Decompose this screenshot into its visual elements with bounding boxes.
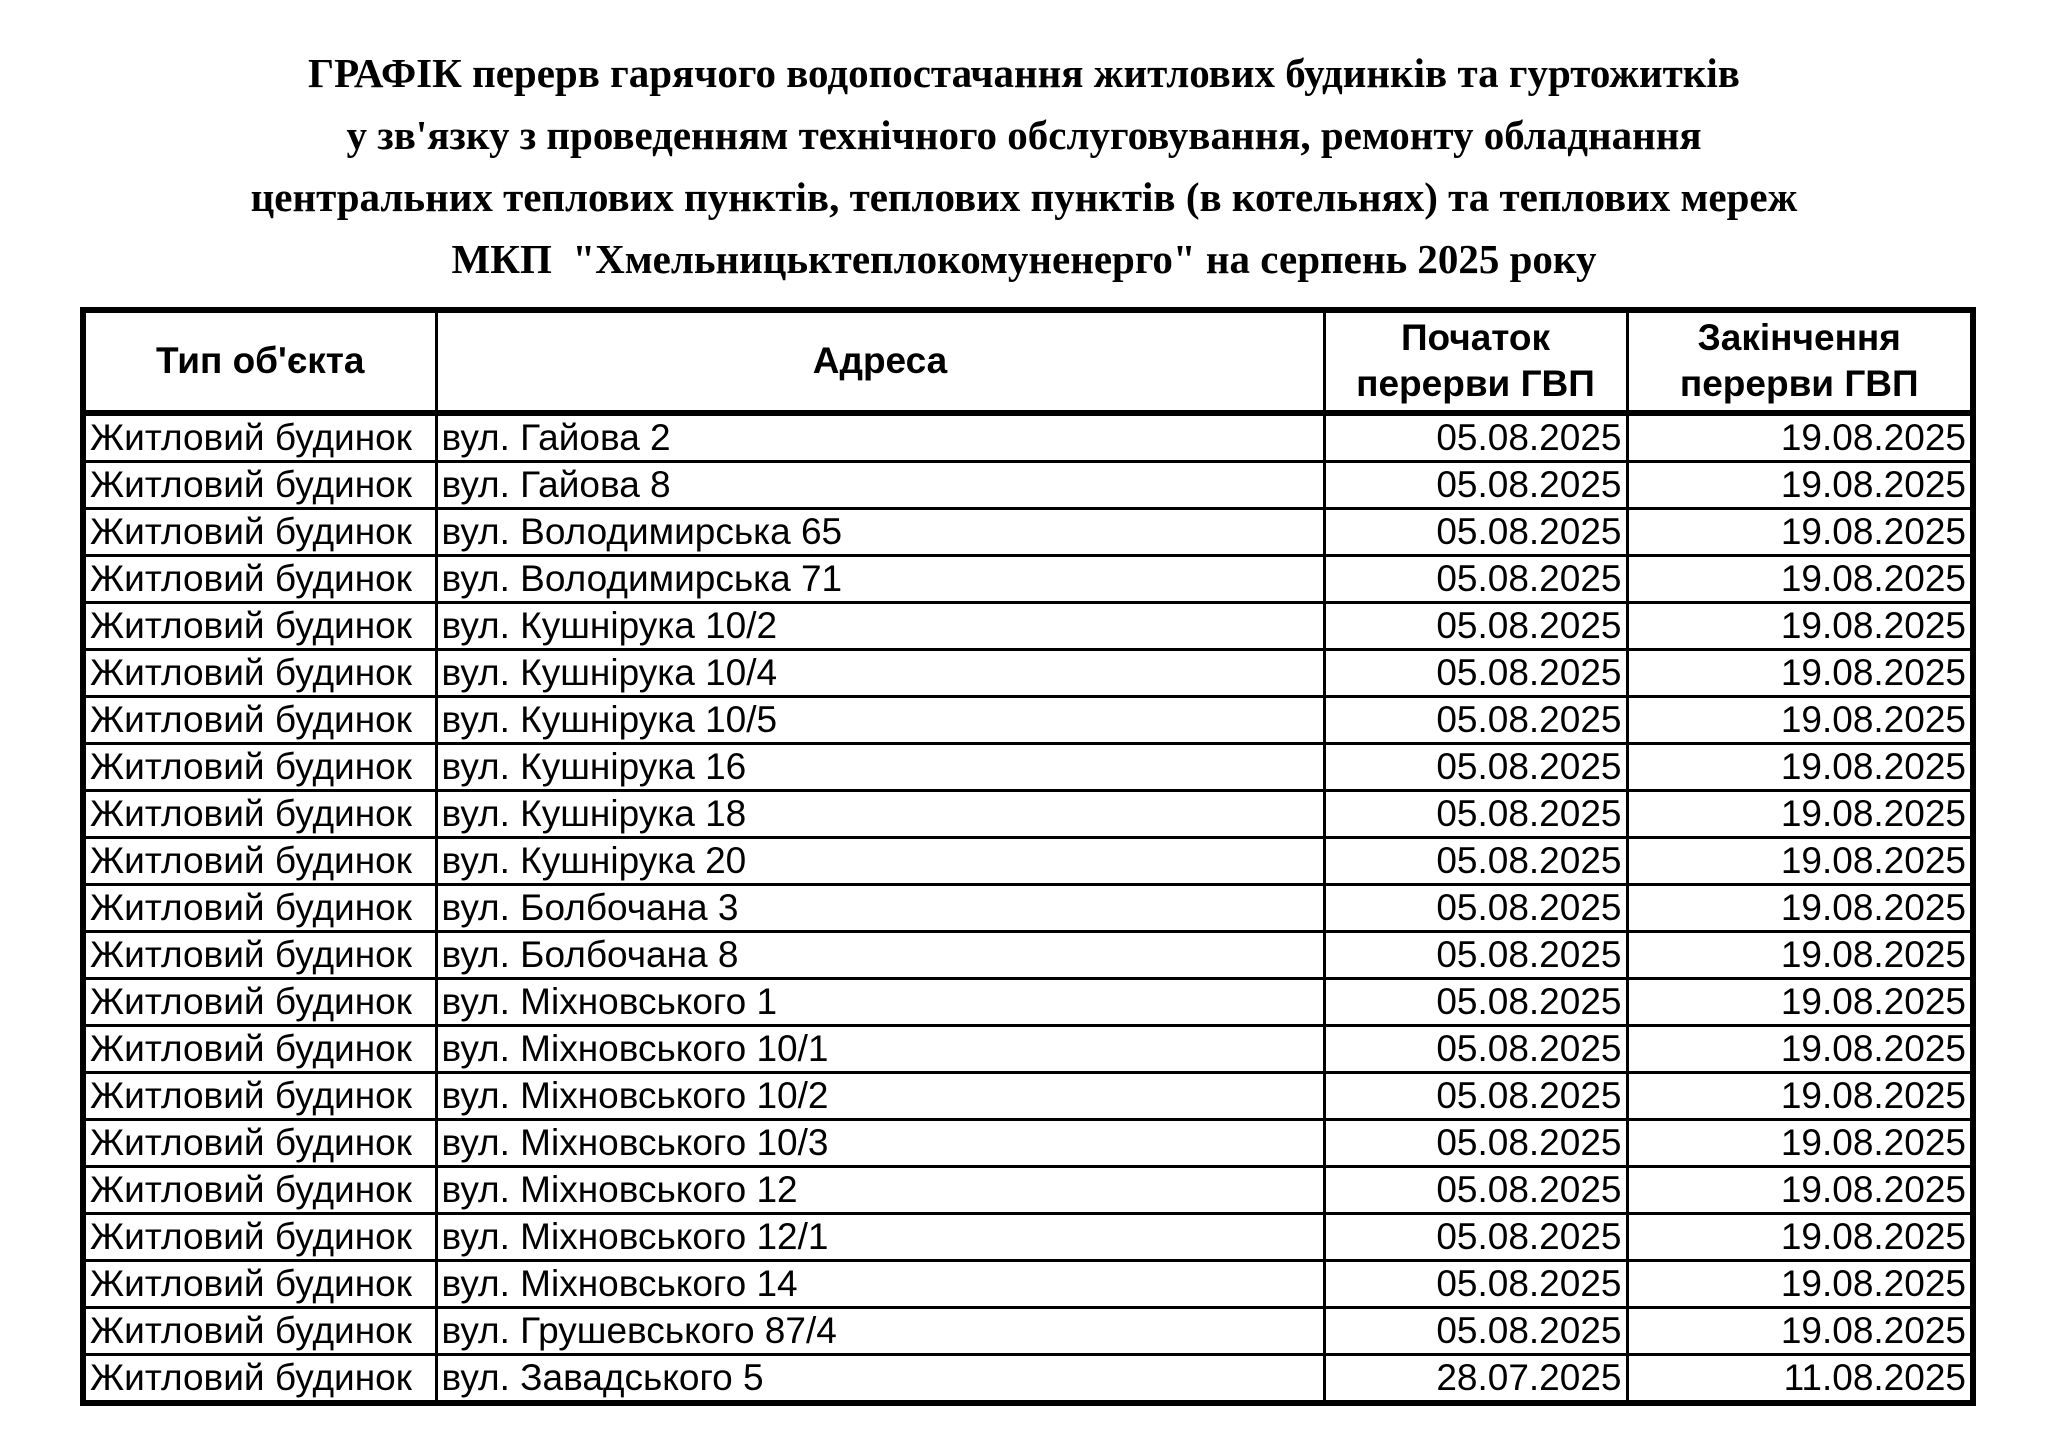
start-date-cell: 05.08.2025	[1324, 555, 1627, 602]
object-type-cell: Житловий будинок	[83, 1025, 436, 1072]
table-row	[83, 461, 1973, 508]
table-row	[83, 978, 1973, 1025]
column-header-interruption-start: Початок перерви ГВП	[1324, 310, 1627, 413]
end-date-cell: 19.08.2025	[1627, 602, 1973, 649]
end-date-cell: 19.08.2025	[1627, 1166, 1973, 1213]
start-date-cell: 05.08.2025	[1324, 1213, 1627, 1260]
end-date-cell: 19.08.2025	[1627, 555, 1973, 602]
table-row	[83, 837, 1973, 884]
start-date-cell: 05.08.2025	[1324, 1072, 1627, 1119]
table-row	[83, 1213, 1973, 1260]
end-date-cell: 19.08.2025	[1627, 461, 1973, 508]
document-title	[0, 42, 2048, 290]
start-date-cell: 05.08.2025	[1324, 696, 1627, 743]
start-date-cell: 05.08.2025	[1324, 602, 1627, 649]
start-date-cell: 05.08.2025	[1324, 837, 1627, 884]
table-body	[83, 413, 1973, 1403]
table-row	[83, 602, 1973, 649]
address-cell: вул. Гайова 8	[436, 461, 1324, 508]
end-date-cell: 19.08.2025	[1627, 884, 1973, 931]
start-date-cell: 05.08.2025	[1324, 790, 1627, 837]
start-date-cell: 05.08.2025	[1324, 649, 1627, 696]
address-cell: вул. Володимирська 71	[436, 555, 1324, 602]
address-cell: вул. Болбочана 8	[436, 931, 1324, 978]
title-line-4: МКП "Хмельницьктеплокомуненерго" на серпень 2025 року	[451, 236, 1597, 282]
start-date-cell: 05.08.2025	[1324, 1119, 1627, 1166]
object-type-cell: Житловий будинок	[83, 413, 436, 462]
end-date-cell: 19.08.2025	[1627, 508, 1973, 555]
address-cell: вул. Грушевського 87/4	[436, 1307, 1324, 1354]
title-line-3: центральних теплових пунктів, теплових пунктів (в котельнях) та теплових мереж	[250, 174, 1798, 220]
end-date-cell: 19.08.2025	[1627, 1025, 1973, 1072]
end-date-cell: 11.08.2025	[1627, 1354, 1973, 1403]
end-date-cell: 19.08.2025	[1627, 1213, 1973, 1260]
table-row	[83, 931, 1973, 978]
table-row	[83, 884, 1973, 931]
address-cell: вул. Кушнірука 16	[436, 743, 1324, 790]
start-date-cell: 05.08.2025	[1324, 1166, 1627, 1213]
table-row	[83, 696, 1973, 743]
object-type-cell: Житловий будинок	[83, 931, 436, 978]
object-type-cell: Житловий будинок	[83, 978, 436, 1025]
object-type-cell: Житловий будинок	[83, 461, 436, 508]
column-header-address: Адреса	[436, 310, 1324, 413]
end-date-cell: 19.08.2025	[1627, 1260, 1973, 1307]
address-cell: вул. Міхновського 14	[436, 1260, 1324, 1307]
title-line-1: ГРАФІК перерв гарячого водопостачання житлових будинків та гуртожитків	[308, 50, 1740, 96]
address-cell: вул. Міхновського 10/3	[436, 1119, 1324, 1166]
start-date-cell: 05.08.2025	[1324, 884, 1627, 931]
end-date-cell: 19.08.2025	[1627, 649, 1973, 696]
table-row	[83, 1354, 1973, 1403]
object-type-cell: Житловий будинок	[83, 1072, 436, 1119]
table-header-row	[83, 310, 1973, 413]
address-cell: вул. Болбочана 3	[436, 884, 1324, 931]
end-date-cell: 19.08.2025	[1627, 837, 1973, 884]
object-type-cell: Житловий будинок	[83, 743, 436, 790]
start-date-cell: 05.08.2025	[1324, 1307, 1627, 1354]
end-date-cell: 19.08.2025	[1627, 978, 1973, 1025]
address-cell: вул. Кушнірука 10/5	[436, 696, 1324, 743]
table-header	[83, 310, 1973, 413]
end-date-cell: 19.08.2025	[1627, 1119, 1973, 1166]
table-row	[83, 790, 1973, 837]
object-type-cell: Житловий будинок	[83, 602, 436, 649]
end-date-cell: 19.08.2025	[1627, 1307, 1973, 1354]
address-cell: вул. Завадського 5	[436, 1354, 1324, 1403]
object-type-cell: Житловий будинок	[83, 790, 436, 837]
object-type-cell: Житловий будинок	[83, 1213, 436, 1260]
start-date-cell: 05.08.2025	[1324, 413, 1627, 462]
address-cell: вул. Міхновського 12	[436, 1166, 1324, 1213]
table-row	[83, 649, 1973, 696]
table-row	[83, 1072, 1973, 1119]
table-row	[83, 413, 1973, 462]
table-row	[83, 1025, 1973, 1072]
address-cell: вул. Міхновського 10/2	[436, 1072, 1324, 1119]
end-date-cell: 19.08.2025	[1627, 413, 1973, 462]
start-date-cell: 05.08.2025	[1324, 978, 1627, 1025]
object-type-cell: Житловий будинок	[83, 837, 436, 884]
object-type-cell: Житловий будинок	[83, 884, 436, 931]
table-row	[83, 1307, 1973, 1354]
table-row	[83, 1119, 1973, 1166]
end-date-cell: 19.08.2025	[1627, 743, 1973, 790]
start-date-cell: 05.08.2025	[1324, 1025, 1627, 1072]
address-cell: вул. Кушнірука 10/4	[436, 649, 1324, 696]
end-date-cell: 19.08.2025	[1627, 790, 1973, 837]
object-type-cell: Житловий будинок	[83, 696, 436, 743]
table-row	[83, 1260, 1973, 1307]
object-type-cell: Житловий будинок	[83, 1354, 436, 1403]
object-type-cell: Житловий будинок	[83, 1119, 436, 1166]
start-date-cell: 05.08.2025	[1324, 461, 1627, 508]
object-type-cell: Житловий будинок	[83, 508, 436, 555]
address-cell: вул. Володимирська 65	[436, 508, 1324, 555]
object-type-cell: Житловий будинок	[83, 555, 436, 602]
object-type-cell: Житловий будинок	[83, 1260, 436, 1307]
title-line-2: у зв'язку з проведенням технічного обслуговування, ремонту обладнання	[346, 112, 1702, 158]
object-type-cell: Житловий будинок	[83, 649, 436, 696]
start-date-cell: 05.08.2025	[1324, 1260, 1627, 1307]
table-row	[83, 555, 1973, 602]
address-cell: вул. Міхновського 1	[436, 978, 1324, 1025]
object-type-cell: Житловий будинок	[83, 1166, 436, 1213]
start-date-cell: 05.08.2025	[1324, 743, 1627, 790]
address-cell: вул. Гайова 2	[436, 413, 1324, 462]
column-header-interruption-end: Закінчення перерви ГВП	[1627, 310, 1973, 413]
start-date-cell: 05.08.2025	[1324, 508, 1627, 555]
table-row	[83, 743, 1973, 790]
table-row	[83, 1166, 1973, 1213]
start-date-cell: 05.08.2025	[1324, 931, 1627, 978]
address-cell: вул. Міхновського 10/1	[436, 1025, 1324, 1072]
address-cell: вул. Кушнірука 10/2	[436, 602, 1324, 649]
start-date-cell: 28.07.2025	[1324, 1354, 1627, 1403]
object-type-cell: Житловий будинок	[83, 1307, 436, 1354]
end-date-cell: 19.08.2025	[1627, 696, 1973, 743]
address-cell: вул. Міхновського 12/1	[436, 1213, 1324, 1260]
table-row	[83, 508, 1973, 555]
end-date-cell: 19.08.2025	[1627, 1072, 1973, 1119]
address-cell: вул. Кушнірука 18	[436, 790, 1324, 837]
end-date-cell: 19.08.2025	[1627, 931, 1973, 978]
column-header-object-type: Тип об'єкта	[83, 310, 436, 413]
address-cell: вул. Кушнірука 20	[436, 837, 1324, 884]
hot-water-interruption-schedule-table	[80, 307, 1976, 1406]
